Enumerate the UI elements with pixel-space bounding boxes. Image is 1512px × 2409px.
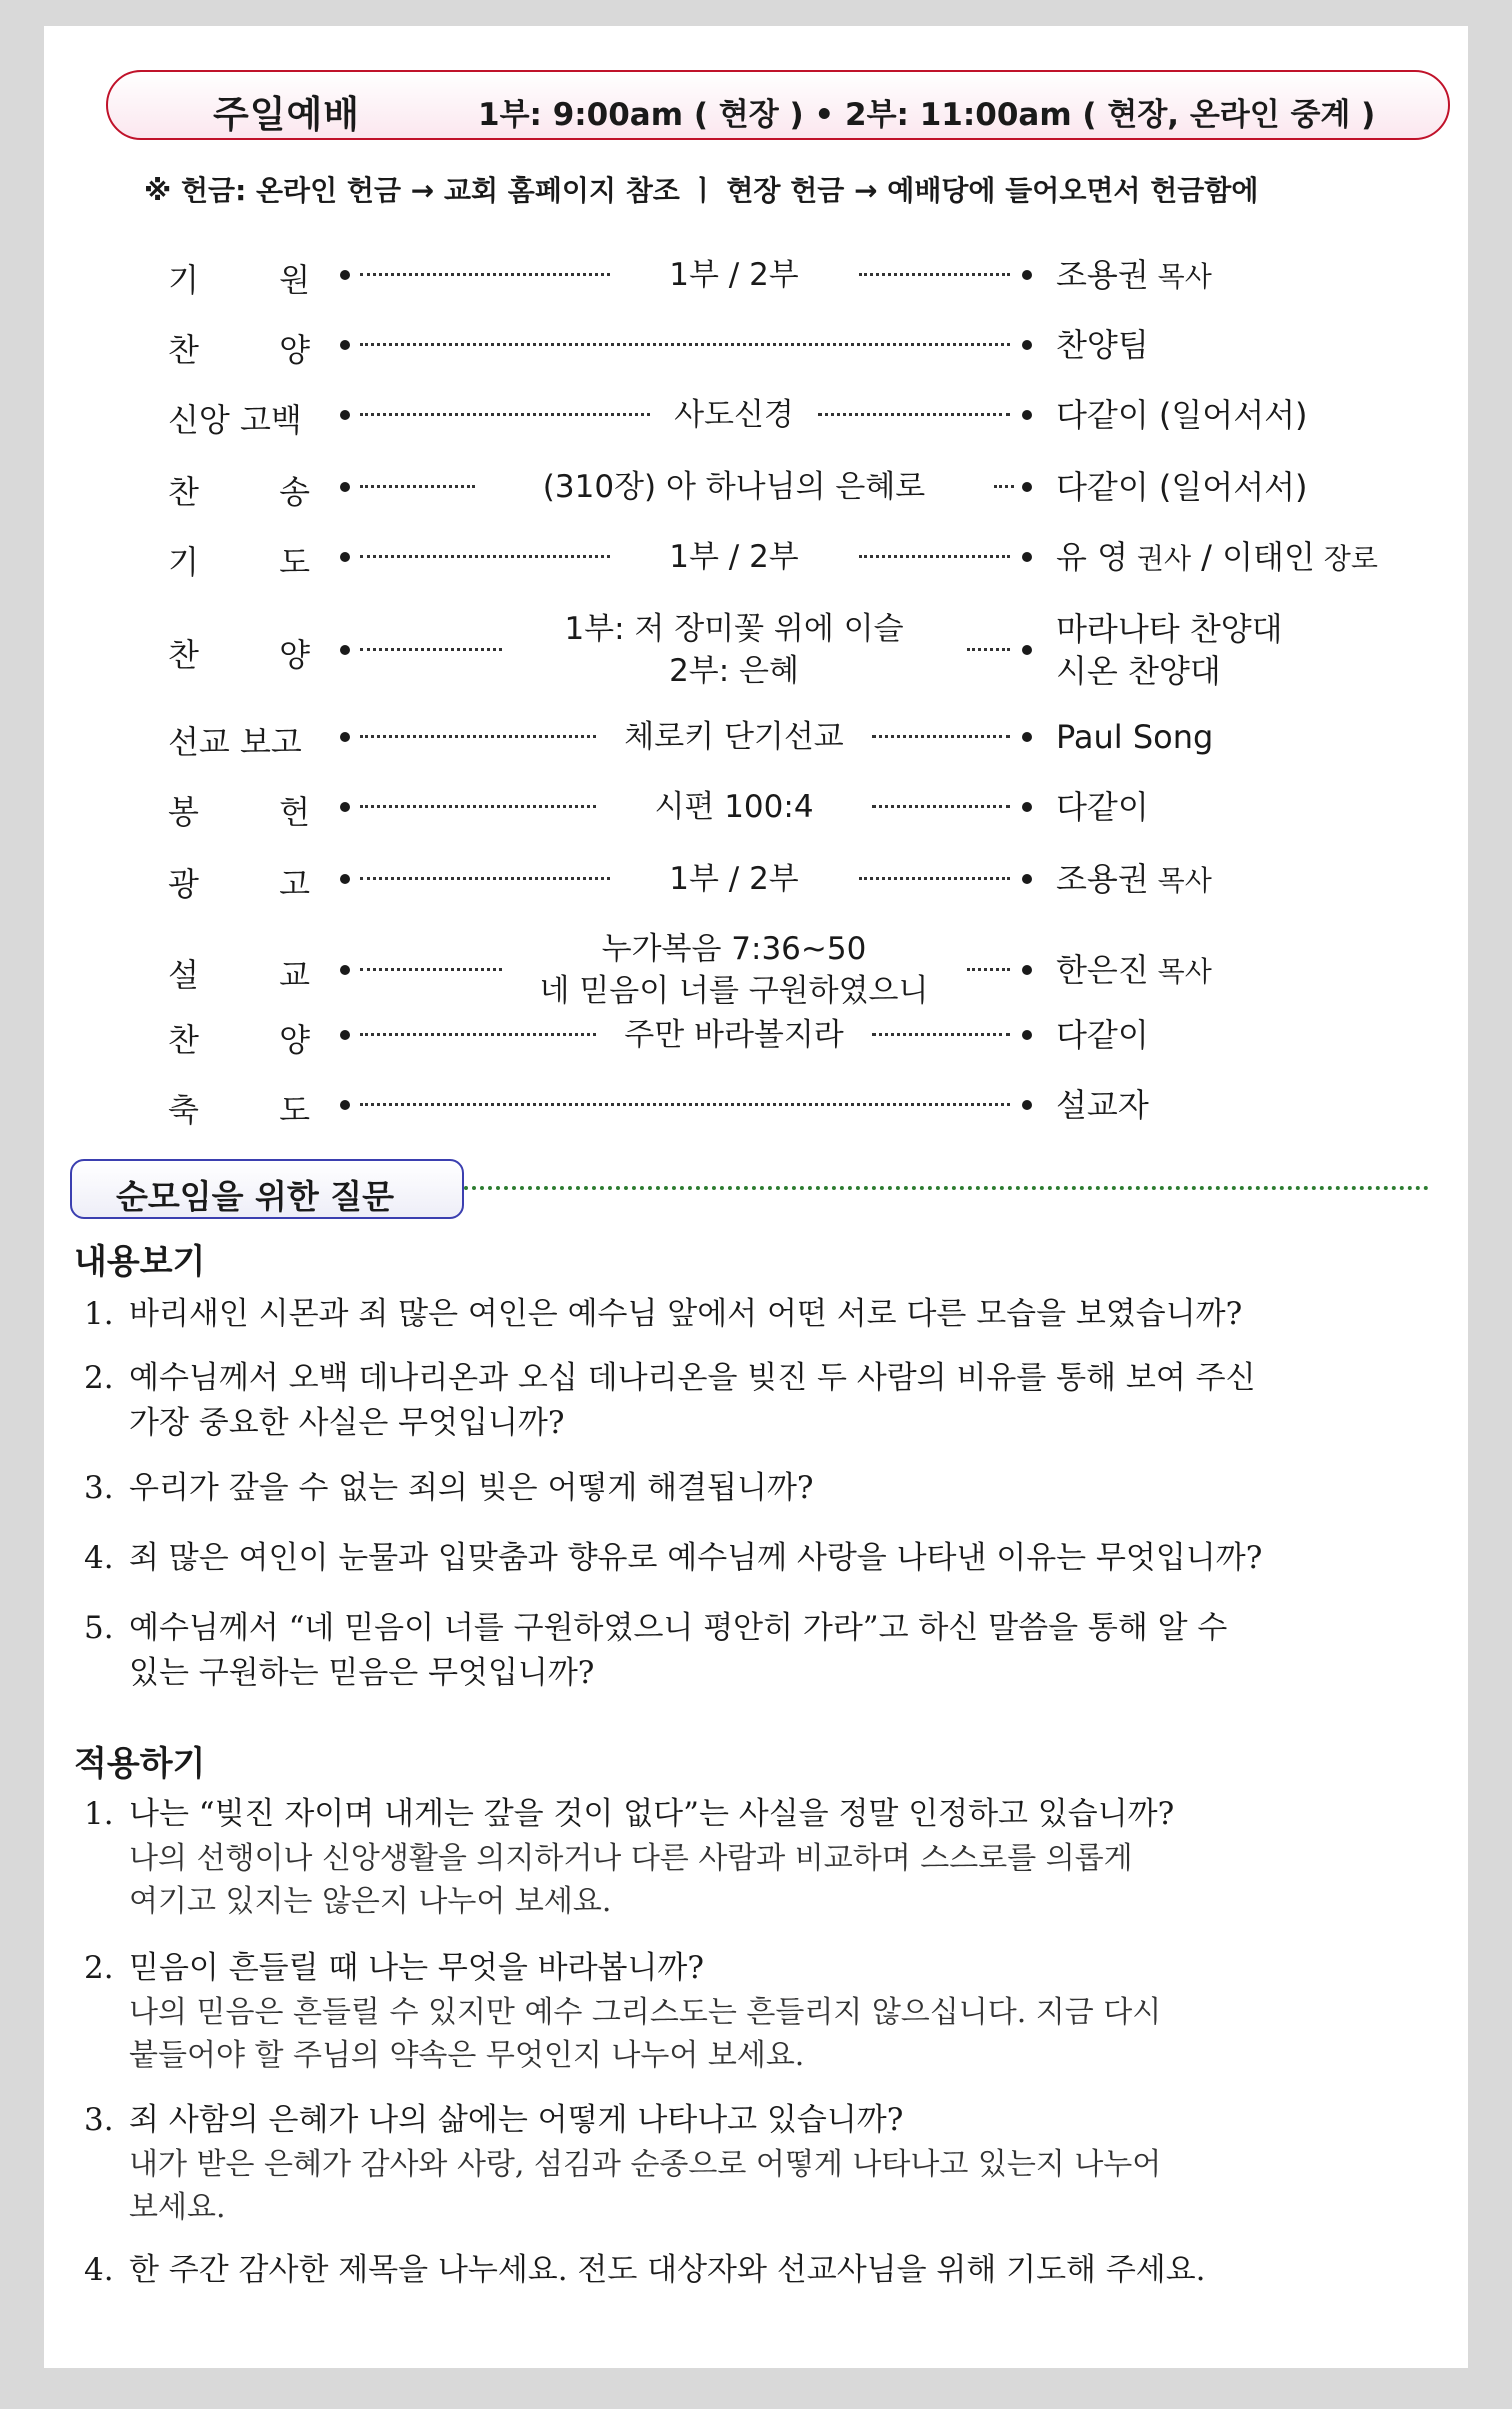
person-name: 조용권	[1056, 256, 1149, 294]
review-question	[84, 1466, 1424, 1511]
apply-question	[84, 2248, 1424, 2293]
order-label: 선교 보고	[168, 723, 302, 761]
question-text: 죄 사함의 은혜가 나의 삶에는 어떻게 나타나고 있습니까?	[129, 2102, 904, 2138]
service-schedule: 1부: 9:00am ( 현장 ) • 2부: 11:00am ( 현장, 온라인 중계 )	[478, 97, 1376, 133]
question-detail: 내가 받은 은혜가 감사와 사랑, 섬김과 순종으로 어떻게 나타나고 있는지 나누어	[129, 2147, 1162, 2182]
order-person	[1056, 716, 1213, 758]
question-number: 4.	[84, 2252, 114, 2288]
service-name: 주일예배	[213, 93, 360, 136]
offering-note: ※ 헌금: 온라인 헌금 → 교회 홈페이지 참조 ㅣ 현장 헌금 → 예배당에 들어오면서 헌금함에	[144, 174, 1259, 207]
question-text: 한 주간 감사한 제목을 나누세요. 전도 대상자와 선교사님을 위해 기도해 주세요.	[129, 2252, 1206, 2288]
order-label: 신앙 고백	[168, 401, 302, 439]
bulletin-page	[44, 26, 1468, 2368]
order-person	[1056, 1084, 1149, 1126]
small-group-section-tab	[70, 1159, 464, 1219]
apply-question	[84, 1792, 1424, 1923]
question-text: 죄 많은 여인이 눈물과 입맞춤과 향유로 예수님께 사랑을 나타낸 이유는 무엇입니까?	[129, 1540, 1263, 1576]
person-name: 마라나타 찬양대	[1056, 610, 1283, 648]
order-content-line: 시편 100:4	[654, 789, 814, 825]
bullet-dot	[1022, 1100, 1032, 1110]
question-detail: 여기고 있지는 않은지 나누어 보세요.	[129, 1884, 612, 1919]
person-name: 다같이	[1056, 788, 1149, 826]
order-content	[344, 608, 1124, 692]
person-name: 찬양팀	[1056, 326, 1149, 364]
question-number: 1.	[84, 1796, 114, 1832]
order-content-line: 체로키 단기선교	[624, 719, 844, 755]
bullet-dot	[340, 340, 350, 350]
person-name: 한은진	[1056, 951, 1149, 989]
small-group-title: 순모임을 위한 질문	[116, 1177, 395, 1216]
apply-heading: 적용하기	[74, 1744, 206, 1784]
question-number: 3.	[84, 2102, 114, 2138]
dotted-leader	[360, 1103, 1010, 1106]
question-text: 가장 중요한 사실은 무엇입니까?	[129, 1405, 565, 1441]
question-number: 2.	[84, 1950, 114, 1986]
person-title: 권사	[1128, 542, 1191, 575]
order-label: 찬 송	[168, 473, 310, 511]
bullet-dot	[1022, 340, 1032, 350]
question-number: 3.	[84, 1470, 114, 1506]
order-content	[344, 1014, 1124, 1056]
order-content-line: 사도신경	[674, 397, 794, 433]
person-title: 장로	[1314, 542, 1378, 575]
order-label: 찬 양	[168, 1021, 310, 1059]
person-name: 조용권	[1056, 860, 1149, 898]
order-content-line: 누가복음 7:36~50	[601, 931, 867, 967]
question-text: 우리가 갚을 수 없는 죄의 빚은 어떻게 해결됩니까?	[129, 1470, 814, 1506]
review-question	[84, 1292, 1424, 1337]
question-number: 1.	[84, 1296, 114, 1332]
order-content-line: 네 믿음이 너를 구원하였으니	[539, 973, 929, 1009]
order-content-line: (310장) 아 하나님의 은혜로	[542, 469, 926, 505]
person-name: 시온 찬양대	[1056, 652, 1221, 690]
order-label: 찬 양	[168, 636, 310, 674]
order-person	[1056, 608, 1283, 692]
question-detail: 보세요.	[129, 2190, 226, 2225]
order-content-line: 1부 / 2부	[669, 257, 799, 293]
service-header	[106, 70, 1450, 140]
order-label: 찬 양	[168, 331, 310, 369]
question-text: 바리새인 시몬과 죄 많은 여인은 예수님 앞에서 어떤 서로 다른 모습을 보였습니까?	[129, 1296, 1243, 1332]
person-name: 설교자	[1056, 1086, 1149, 1124]
order-person	[1056, 394, 1308, 436]
order-label: 기 도	[168, 543, 310, 581]
order-label: 축 도	[168, 1091, 310, 1129]
dotted-leader	[360, 343, 1010, 346]
order-person	[1056, 858, 1212, 902]
question-detail: 나의 믿음은 흔들릴 수 있지만 예수 그리스도는 흔들리지 않으십니다. 지금 다시	[129, 1995, 1162, 2030]
question-text: 있는 구원하는 믿음은 무엇입니까?	[129, 1655, 595, 1691]
question-text: 예수님께서 오백 데나리온과 오십 데나리온을 빚진 두 사람의 비유를 통해 보여 주신	[129, 1360, 1256, 1396]
review-heading: 내용보기	[74, 1242, 206, 1282]
person-name: 다같이 (일어서서)	[1056, 468, 1308, 506]
order-content	[344, 254, 1124, 296]
review-question	[84, 1356, 1424, 1446]
order-content	[344, 928, 1124, 1012]
question-text: 나는 “빚진 자이며 내게는 갚을 것이 없다”는 사실을 정말 인정하고 있습니까?	[129, 1796, 1175, 1832]
apply-question	[84, 1946, 1424, 2077]
order-content-line: 2부: 은혜	[669, 653, 799, 689]
section-divider	[464, 1186, 1429, 1190]
order-label: 설 교	[168, 956, 310, 994]
question-number: 4.	[84, 1540, 114, 1576]
person-name: 다같이	[1056, 1016, 1149, 1054]
order-content-line: 주만 바라볼지라	[624, 1017, 844, 1053]
person-title: 목사	[1148, 864, 1212, 897]
question-text: 예수님께서 “네 믿음이 너를 구원하였으니 평안히 가라”고 하신 말씀을 통해 알 수	[129, 1610, 1228, 1646]
order-person	[1056, 324, 1149, 366]
order-person	[1056, 949, 1212, 993]
order-label: 기 원	[168, 261, 310, 299]
order-content	[344, 466, 1124, 508]
order-content	[344, 858, 1124, 900]
person-name: Paul Song	[1056, 718, 1214, 756]
order-content	[344, 716, 1124, 758]
review-question	[84, 1606, 1424, 1696]
question-detail: 나의 선행이나 신앙생활을 의지하거나 다른 사람과 비교하며 스스로를 의롭게	[129, 1841, 1133, 1876]
order-label: 광 고	[168, 865, 310, 903]
order-content	[344, 394, 1124, 436]
order-label: 봉 헌	[168, 793, 310, 831]
review-question	[84, 1536, 1424, 1581]
question-detail: 붙들어야 할 주님의 약속은 무엇인지 나누어 보세요.	[129, 2038, 805, 2073]
question-number: 5.	[84, 1610, 114, 1646]
order-content-line: 1부: 저 장미꽃 위에 이슬	[564, 611, 904, 647]
order-person	[1056, 254, 1212, 298]
person-title: 목사	[1148, 260, 1212, 293]
person-name: 유 영	[1056, 538, 1128, 576]
person-name: 다같이 (일어서서)	[1056, 396, 1308, 434]
order-person	[1056, 1014, 1149, 1056]
order-person: 유 영 권사 / 이태인 장로	[1056, 538, 1378, 576]
order-content	[344, 536, 1124, 578]
bullet-dot	[340, 1100, 350, 1110]
order-content-line: 1부 / 2부	[669, 861, 799, 897]
question-number: 2.	[84, 1360, 114, 1396]
order-content	[344, 786, 1124, 828]
person-name: 이태인	[1222, 538, 1315, 576]
order-person	[1056, 786, 1149, 828]
order-person	[1056, 466, 1308, 508]
apply-question	[84, 2098, 1424, 2229]
person-title: 목사	[1148, 955, 1212, 988]
order-content-line: 1부 / 2부	[669, 539, 799, 575]
question-text: 믿음이 흔들릴 때 나는 무엇을 바라봅니까?	[129, 1950, 704, 1986]
